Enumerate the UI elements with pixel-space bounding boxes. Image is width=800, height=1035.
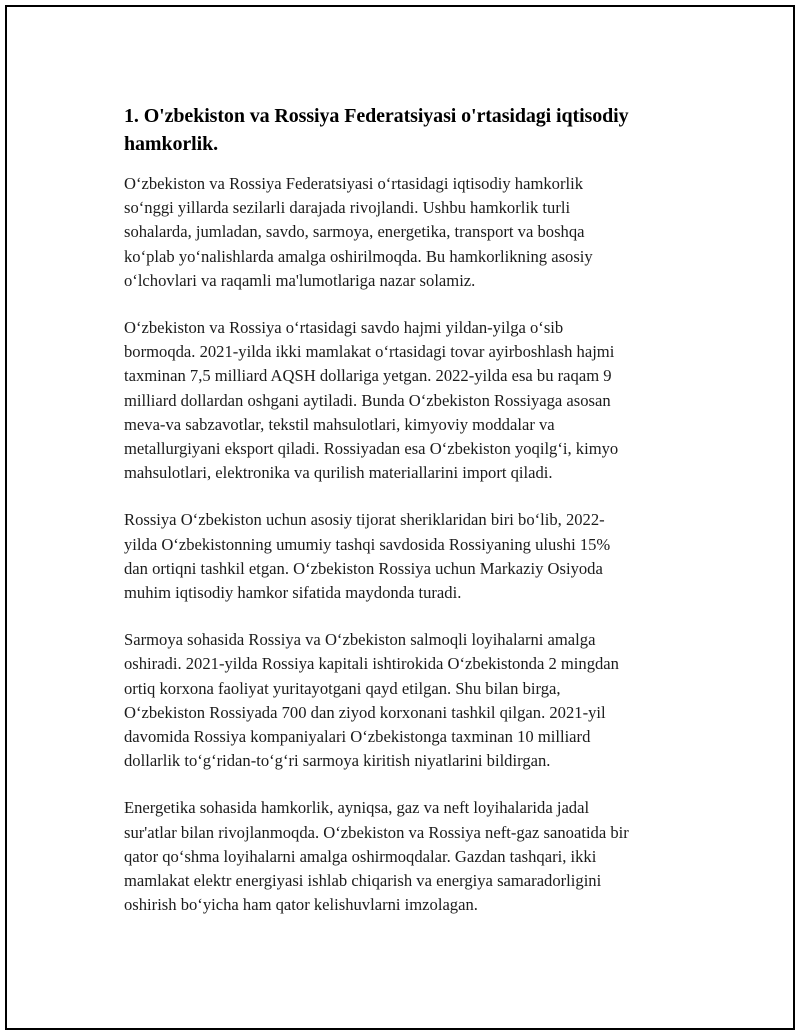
page-border [5,5,795,1030]
paragraph-investment: Sarmoya sohasida Rossiya va O‘zbekiston salmoqli loyihalarni amalga oshiradi. 2021-yilda Rossiya kapitali ishtirokida O‘zbekistonda 2 mingdan ortiq korxona faoliyat yuritayotgani qayd etilgan. Shu bilan birga, O‘zbekiston Rossiyada 700 dan ziyod korxonani tashkil qilgan. 2021-yil davomida Rossiya kompaniyalari O‘zbekistonga taxminan 10 milliard dollarlik to‘g‘ridan-to‘g‘ri sarmoya kiritish niyatlarini bildirgan. [124,630,619,771]
paragraph-trade: O‘zbekiston va Rossiya o‘rtasidagi savdo hajmi yildan-yilga o‘sib bormoqda. 2021-yilda ikki mamlakat o‘rtasidagi tovar ayirboshlash hajmi taxminan 7,5 milliard AQSH dollariga yetgan. 2022-yilda esa bu raqam 9 milliard dollardan oshgani aytiladi. Bunda O‘zbekiston Rossiyaga asosan meva-va sabzavotlar, tekstil mahsulotlari, kimyoviy moddalar va metallurgiyani eksport qiladi. Rossiyadan esa O‘zbekiston yoqilg‘i, kimyo mahsulotlari, elektronika va qurilish materiallarini import qiladi. [124,318,619,483]
paragraph-energy: Energetika sohasida hamkorlik, ayniqsa, gaz va neft loyihalarida jadal sur'atlar bilan rivojlanmoqda. O‘zbekiston va Rossiya neft-gaz sanoatida bir qator qo‘shma loyihalarni amalga oshirmoqdalar. Gazdan tashqari, ikki mamlakat elektr energiyasi ishlab chiqarish va energiya samaradorligini oshirish bo‘yicha ham qator kelishuvlarni imzolagan. [124,798,629,915]
document-body [124,102,684,940]
paragraph-intro: O‘zbekiston va Rossiya Federatsiyasi o‘rtasidagi iqtisodiy hamkorlik so‘nggi yillarda sezilarli darajada rivojlandi. Ushbu hamkorlik turli sohalarda, jumladan, savdo, sarmoya, energetika, transport va boshqa ko‘plab yo‘nalishlarda amalga oshirilmoqda. Bu hamkorlikning asosiy o‘lchovlari va raqamli ma'lumotlariga nazar solamiz. [124,174,593,290]
paragraph-partner: Rossiya O‘zbekiston uchun asosiy tijorat sheriklaridan biri bo‘lib, 2022- yilda O‘zbekistonning umumiy tashqi savdosida Rossiyaning ulushi 15% dan ortiqni tashkil etgan. O‘zbekiston Rossiya uchun Markaziy Osiyoda muhim iqtisodiy hamkor sifatida maydonda turadi. [124,510,611,603]
document-title: 1. O'zbekiston va Rossiya Federatsiyasi o'rtasidagi iqtisodiy hamkorlik. [124,105,629,155]
